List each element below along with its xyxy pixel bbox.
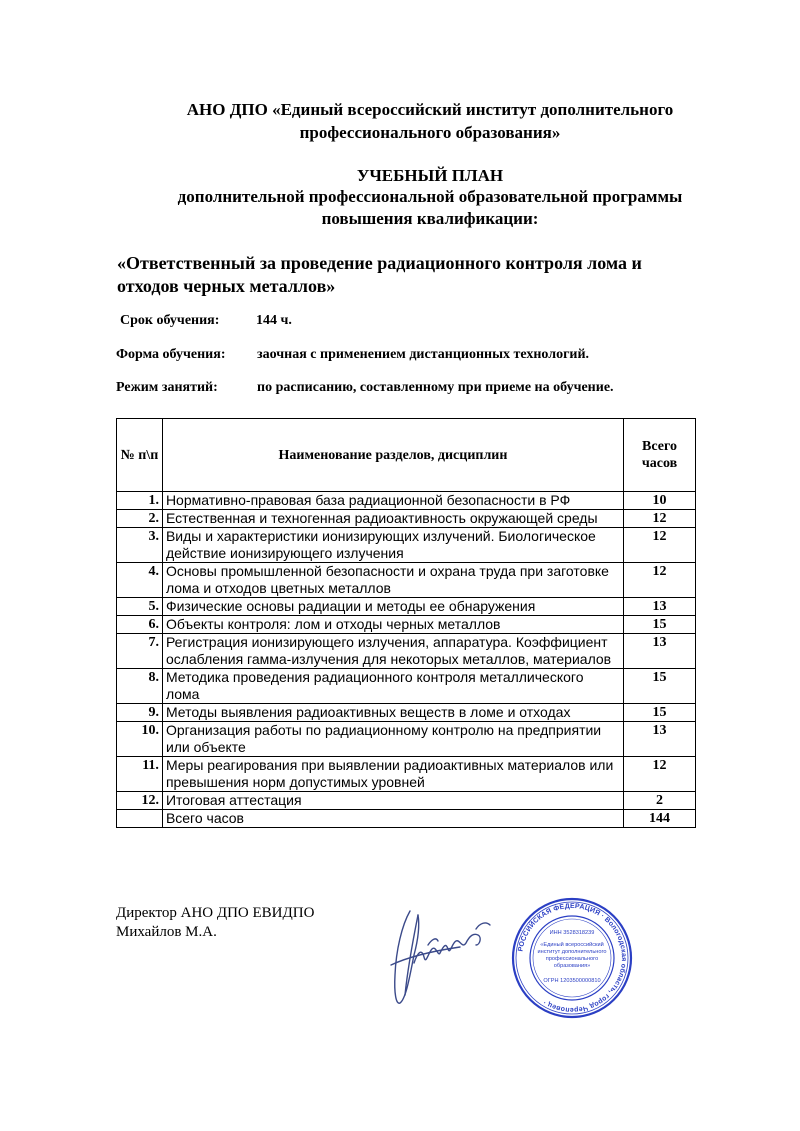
org-line-1: АНО ДПО «Единый всероссийский институт дополнительного <box>186 100 674 119</box>
row-name: Основы промышленной безопасности и охрана труда при заготовке лома и отходов цветных металлов <box>162 563 623 598</box>
row-name: Физические основы радиации и методы ее обнаружения <box>162 598 623 616</box>
row-hours: 13 <box>624 598 696 616</box>
table-row <box>117 634 696 669</box>
row-hours: 15 <box>624 616 696 634</box>
svg-text:образования»: образования» <box>553 963 591 969</box>
organization-seal <box>510 896 634 1020</box>
table-row <box>117 510 696 528</box>
row-num: 2. <box>117 510 163 528</box>
row-hours: 15 <box>624 669 696 704</box>
organization-name <box>100 98 760 144</box>
table-row <box>117 528 696 563</box>
row-num: 7. <box>117 634 163 669</box>
table-row <box>117 704 696 722</box>
total-label: Всего часов <box>162 810 623 828</box>
row-name: Итоговая аттестация <box>162 792 623 810</box>
row-hours: 13 <box>624 634 696 669</box>
table-body <box>117 492 696 828</box>
director-name: Михайлов М.А. <box>116 924 217 940</box>
svg-text:ИНН 3528318239: ИНН 3528318239 <box>549 930 595 936</box>
form-value: заочная с применением дистанционных технологий. <box>257 347 590 362</box>
row-hours: 12 <box>624 757 696 792</box>
mode-label: Режим занятий: <box>116 380 218 395</box>
org-line-2: профессионального образования» <box>299 123 561 142</box>
row-name: Методы выявления радиоактивных веществ в ломе и отходах <box>162 704 623 722</box>
table-row <box>117 792 696 810</box>
row-num: 8. <box>117 669 163 704</box>
table-row <box>117 598 696 616</box>
duration-label: Срок обучения: <box>120 313 220 328</box>
row-num: 1. <box>117 492 163 510</box>
svg-text:РОССИЙСКАЯ ФЕДЕРАЦИЯ · Вологод: РОССИЙСКАЯ ФЕДЕРАЦИЯ · Вологодская область, город Череповец · <box>517 902 628 1014</box>
form-label: Форма обучения: <box>116 347 226 362</box>
total-hours: 144 <box>624 810 696 828</box>
program-title-line-1: «Ответственный за проведение радиационного контроля лома и <box>117 253 642 273</box>
header-hours <box>624 419 696 492</box>
row-num: 6. <box>117 616 163 634</box>
row-hours: 15 <box>624 704 696 722</box>
director-block <box>116 904 314 942</box>
handwritten-signature <box>388 905 498 1010</box>
row-name: Виды и характеристики ионизирующих излучений. Биологическое действие ионизирующего излучения <box>162 528 623 563</box>
table-row <box>117 757 696 792</box>
svg-text:профессионального: профессионального <box>545 956 599 962</box>
row-hours: 12 <box>624 528 696 563</box>
row-num: 11. <box>117 757 163 792</box>
row-num: 12. <box>117 792 163 810</box>
table-row <box>117 616 696 634</box>
header-name: Наименование разделов, дисциплин <box>162 419 623 492</box>
row-num: 4. <box>117 563 163 598</box>
row-num: 10. <box>117 722 163 757</box>
row-hours: 10 <box>624 492 696 510</box>
svg-text:«Единый всероссийский: «Единый всероссийский <box>540 942 604 948</box>
row-name: Нормативно-правовая база радиационной безопасности в РФ <box>162 492 623 510</box>
row-name: Естественная и техногенная радиоактивность окружающей среды <box>162 510 623 528</box>
row-name: Регистрация ионизирующего излучения, аппаратура. Коэффициент ослабления гамма-излучения для некоторых металлов, материалов <box>162 634 623 669</box>
row-name: Организация работы по радиационному контролю на предприятии или объекте <box>162 722 623 757</box>
plan-subtitle-line-2: повышения квалификации: <box>321 209 539 228</box>
plan-title: УЧЕБНЫЙ ПЛАН <box>356 166 504 185</box>
header-num: № п\п <box>117 419 163 492</box>
row-num: 9. <box>117 704 163 722</box>
row-name: Объекты контроля: лом и отходы черных металлов <box>162 616 623 634</box>
row-hours: 12 <box>624 510 696 528</box>
row-name: Методика проведения радиационного контроля металлического лома <box>162 669 623 704</box>
row-num: 3. <box>117 528 163 563</box>
header-hours-line-1: Всего <box>642 439 677 454</box>
row-hours: 13 <box>624 722 696 757</box>
table-header-row <box>117 419 696 492</box>
row-name: Меры реагирования при выявлении радиоактивных материалов или превышения норм допустимых уровней <box>162 757 623 792</box>
table-row <box>117 492 696 510</box>
plan-subtitle-line-1: дополнительной профессиональной образовательной программы <box>177 187 683 206</box>
table-total-row <box>117 810 696 828</box>
director-title: Директор АНО ДПО ЕВИДПО <box>116 905 315 921</box>
mode-value: по расписанию, составленному при приеме на обучение. <box>257 380 614 395</box>
row-num: 5. <box>117 598 163 616</box>
plan-subtitle <box>100 186 760 230</box>
program-title-line-2: отходов черных металлов» <box>117 276 336 296</box>
table-row <box>117 669 696 704</box>
row-hours: 2 <box>624 792 696 810</box>
svg-text:институт дополнительного: институт дополнительного <box>537 949 607 955</box>
duration-value: 144 ч. <box>256 313 292 328</box>
curriculum-table <box>116 418 696 828</box>
program-title <box>117 252 707 298</box>
table-row <box>117 722 696 757</box>
table-row <box>117 563 696 598</box>
row-hours: 12 <box>624 563 696 598</box>
header-hours-line-2: часов <box>641 456 678 471</box>
svg-text:ОГРН 1203500000810: ОГРН 1203500000810 <box>543 978 601 984</box>
total-num-empty <box>117 810 163 828</box>
